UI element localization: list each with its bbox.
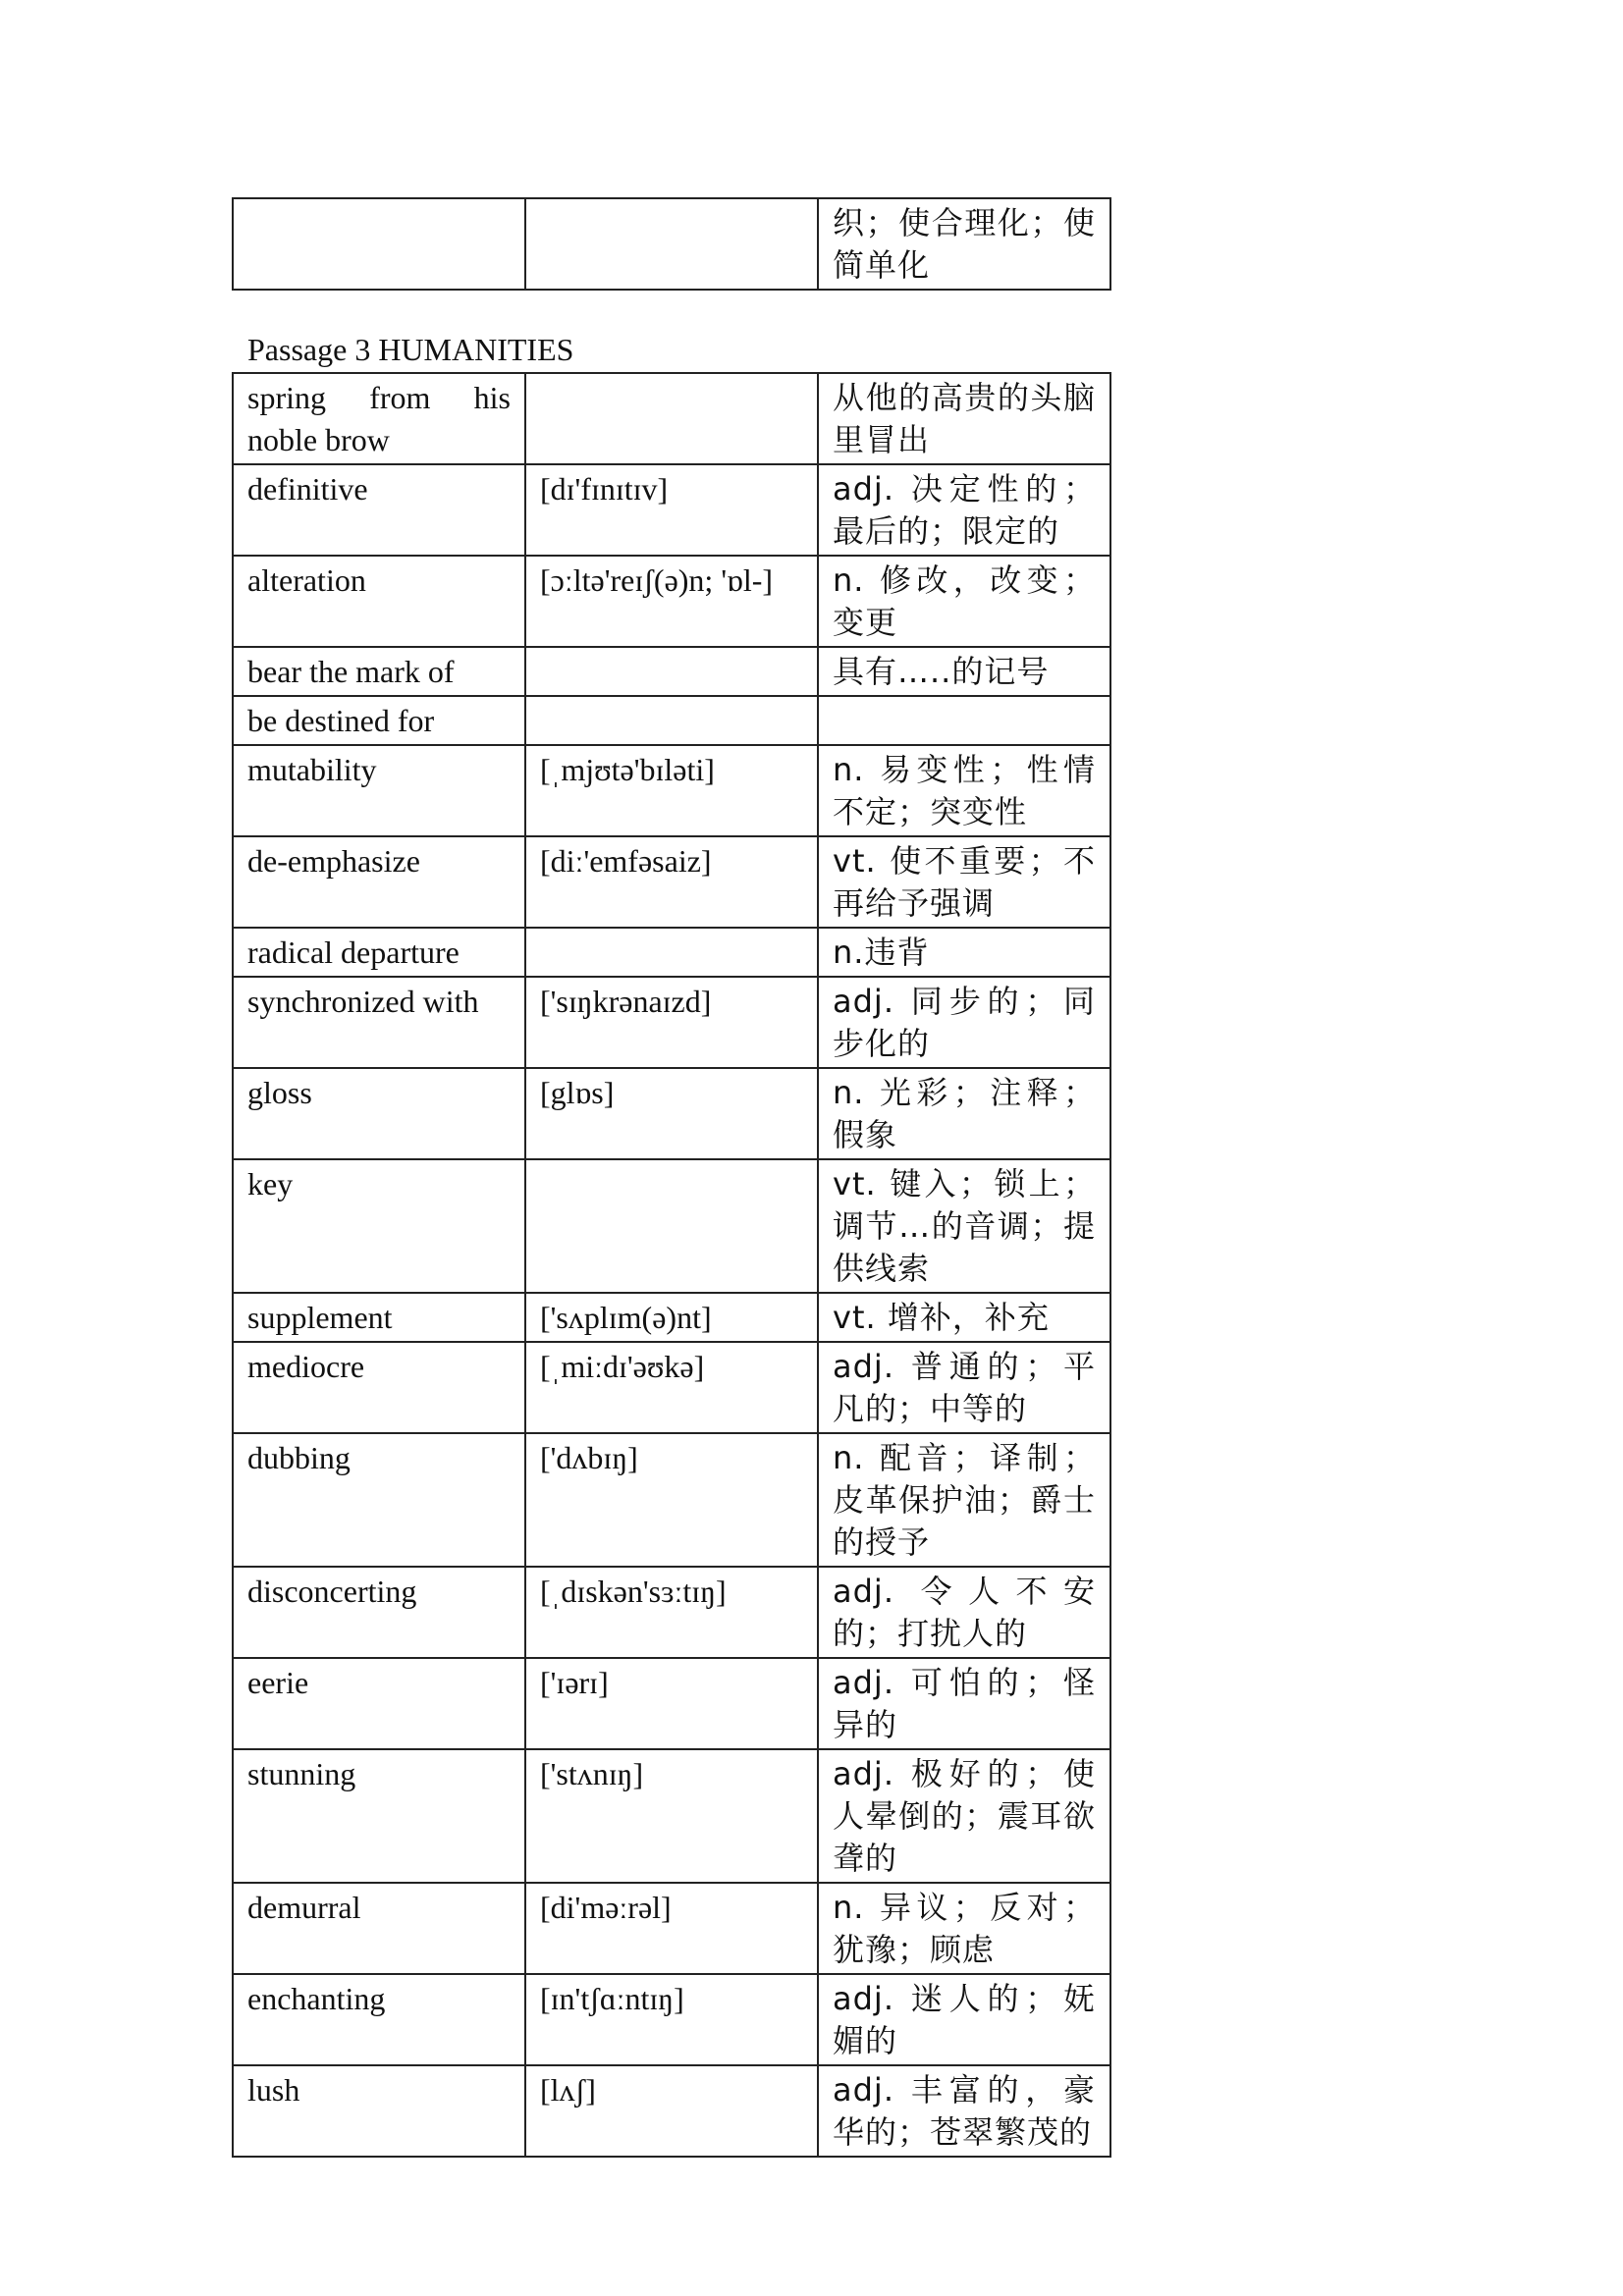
meaning-cell: 织；使合理化；使简单化 — [818, 198, 1110, 290]
meaning-cell: adj. 普通的；平凡的；中等的 — [818, 1342, 1110, 1433]
meaning-cell: adj. 极好的；使人晕倒的；震耳欲聋的 — [818, 1749, 1110, 1883]
table-row — [233, 198, 1110, 290]
word-cell: key — [233, 1159, 525, 1293]
meaning-cell: 从他的高贵的头脑里冒出 — [818, 373, 1110, 464]
phonetic-cell — [525, 696, 818, 745]
table-row — [233, 977, 1110, 1068]
word-cell: enchanting — [233, 1974, 525, 2065]
table-row — [233, 556, 1110, 647]
meaning-cell: vt. 使不重要；不再给予强调 — [818, 836, 1110, 928]
phonetic-cell: [ɪn'tʃɑːntɪŋ] — [525, 1974, 818, 2065]
continuation-table — [232, 197, 1111, 291]
meaning-cell: n. 配音；译制；皮革保护油；爵士的授予 — [818, 1433, 1110, 1567]
meaning-cell: n. 修改，改变；变更 — [818, 556, 1110, 647]
meaning-cell: n. 易变性；性情不定；突变性 — [818, 745, 1110, 836]
table-row — [233, 464, 1110, 556]
phonetic-cell: ['stʌnɪŋ] — [525, 1749, 818, 1883]
table-row — [233, 696, 1110, 745]
table-row — [233, 928, 1110, 977]
section-title: Passage 3 HUMANITIES — [247, 332, 574, 367]
phonetic-cell: ['dʌbɪŋ] — [525, 1433, 818, 1567]
phonetic-cell: [ɔːltə'reɪʃ(ə)n; 'ɒl-] — [525, 556, 818, 647]
table-row — [233, 1658, 1110, 1749]
table-row — [233, 1433, 1110, 1567]
meaning-cell: adj. 令人不安的；打扰人的 — [818, 1567, 1110, 1658]
meaning-cell: adj. 同步的；同步化的 — [818, 977, 1110, 1068]
vocabulary-rows — [233, 373, 1110, 2157]
table-row — [233, 1974, 1110, 2065]
meaning-cell: n.违背 — [818, 928, 1110, 977]
word-cell: lush — [233, 2065, 525, 2157]
word-cell: stunning — [233, 1749, 525, 1883]
phonetic-cell: [di'məːrəl] — [525, 1883, 818, 1974]
phonetic-cell: [ˌmiːdɪ'əʊkə] — [525, 1342, 818, 1433]
phonetic-cell: [dɪ'fɪnɪtɪv] — [525, 464, 818, 556]
phonetic-cell: [ˌdɪskən'sɜːtɪŋ] — [525, 1567, 818, 1658]
phonetic-cell — [525, 373, 818, 464]
word-cell: dubbing — [233, 1433, 525, 1567]
word-cell: spring from his noble brow — [233, 373, 525, 464]
word-cell: disconcerting — [233, 1567, 525, 1658]
phonetic-cell — [525, 198, 818, 290]
phonetic-cell: ['sʌplɪm(ə)nt] — [525, 1293, 818, 1342]
table-row — [233, 373, 1110, 464]
meaning-cell: 具有…..的记号 — [818, 647, 1110, 696]
table-row — [233, 1567, 1110, 1658]
meaning-cell: n. 异议；反对；犹豫；顾虑 — [818, 1883, 1110, 1974]
table-row — [233, 1883, 1110, 1974]
phonetic-cell: [diː'emfəsaiz] — [525, 836, 818, 928]
phonetic-cell: [glɒs] — [525, 1068, 818, 1159]
table-row — [233, 1159, 1110, 1293]
table-row — [233, 1342, 1110, 1433]
word-cell: definitive — [233, 464, 525, 556]
phonetic-cell — [525, 1159, 818, 1293]
phonetic-cell — [525, 928, 818, 977]
table-row — [233, 836, 1110, 928]
meaning-cell: adj. 决定性的；最后的；限定的 — [818, 464, 1110, 556]
phonetic-cell: [ˌmjʊtə'bɪləti] — [525, 745, 818, 836]
meaning-cell: vt. 增补，补充 — [818, 1293, 1110, 1342]
meaning-cell: vt. 键入；锁上；调节…的音调；提供线索 — [818, 1159, 1110, 1293]
meaning-cell: adj. 可怕的；怪异的 — [818, 1658, 1110, 1749]
meaning-cell: adj. 丰富的，豪华的；苍翠繁茂的 — [818, 2065, 1110, 2157]
meaning-cell — [818, 696, 1110, 745]
table-row — [233, 647, 1110, 696]
phonetic-cell: ['ɪərɪ] — [525, 1658, 818, 1749]
meaning-cell: n. 光彩；注释；假象 — [818, 1068, 1110, 1159]
phonetic-cell: [lʌʃ] — [525, 2065, 818, 2157]
table-row — [233, 2065, 1110, 2157]
word-cell: synchronized with — [233, 977, 525, 1068]
word-cell: demurral — [233, 1883, 525, 1974]
table-row — [233, 745, 1110, 836]
meaning-cell: adj. 迷人的；妩媚的 — [818, 1974, 1110, 2065]
word-cell — [233, 198, 525, 290]
word-cell: mutability — [233, 745, 525, 836]
word-cell: de-emphasize — [233, 836, 525, 928]
word-cell: supplement — [233, 1293, 525, 1342]
vocabulary-table — [232, 372, 1111, 2158]
table-row — [233, 1293, 1110, 1342]
table-row — [233, 1749, 1110, 1883]
word-cell: mediocre — [233, 1342, 525, 1433]
word-cell: gloss — [233, 1068, 525, 1159]
word-cell: radical departure — [233, 928, 525, 977]
word-cell: eerie — [233, 1658, 525, 1749]
word-cell: bear the mark of — [233, 647, 525, 696]
word-cell: be destined for — [233, 696, 525, 745]
phonetic-cell — [525, 647, 818, 696]
word-cell: alteration — [233, 556, 525, 647]
table-row — [233, 1068, 1110, 1159]
phonetic-cell: ['sɪŋkrənaɪzd] — [525, 977, 818, 1068]
